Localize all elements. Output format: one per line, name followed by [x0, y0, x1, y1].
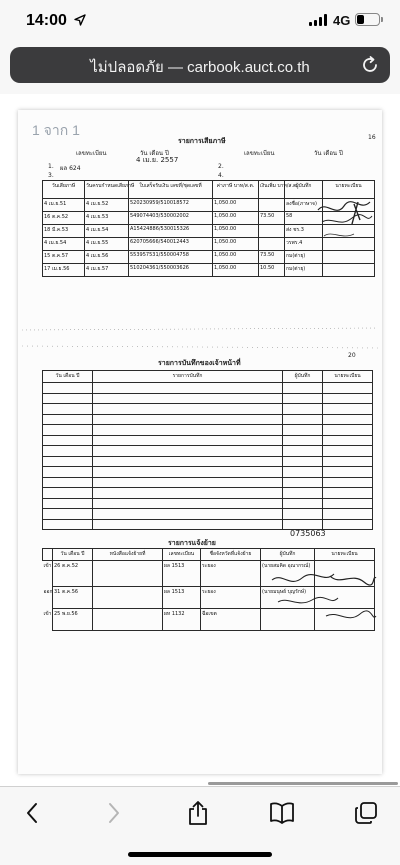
cell — [283, 414, 323, 425]
page-indicator: 1 จาก 1 — [32, 122, 80, 138]
cell — [323, 404, 373, 415]
cell — [43, 435, 93, 446]
cell: 10.50 — [259, 264, 285, 277]
transfer-row-label: ออก — [43, 588, 53, 595]
cell — [283, 425, 323, 436]
cell: (นายสมคิด อุณากรณ์) — [261, 561, 315, 587]
cell — [323, 488, 373, 499]
cell — [43, 446, 93, 457]
cell: 17 เม.ย.56 — [43, 264, 85, 277]
transfer-serial: 0735063 — [290, 529, 326, 538]
table-row — [43, 251, 375, 264]
tabs-button[interactable] — [346, 797, 386, 829]
cell — [323, 425, 373, 436]
tax-line1-no: 1. — [48, 163, 54, 170]
tax-left-reg-label: เลขทะเบียน — [76, 150, 107, 157]
chevron-right-icon[interactable] — [107, 802, 121, 824]
cell — [315, 609, 375, 631]
cell — [93, 414, 283, 425]
table-row — [43, 587, 375, 609]
cell — [283, 477, 323, 488]
forward-button[interactable] — [94, 797, 134, 829]
cell — [323, 238, 375, 251]
address-bar[interactable] — [10, 47, 390, 83]
url-text[interactable]: ไม่ปลอดภัย — carbook.auct.co.th — [90, 59, 310, 76]
cell — [93, 609, 163, 631]
table-row — [43, 264, 375, 277]
cell — [323, 446, 373, 457]
cell: ระยอง — [201, 561, 261, 587]
cell: 73.50 — [259, 251, 285, 264]
cell: 510204361/550003626 — [129, 264, 213, 277]
cell: 73.50 — [259, 212, 285, 225]
table-row — [43, 561, 375, 587]
cell: ผล 1513 — [163, 561, 201, 587]
transfer-col-notice: หนังสือแจ้งย้ายที่ — [93, 549, 163, 561]
cell — [43, 414, 93, 425]
cell — [323, 225, 375, 238]
tax-date-label: วัน เดือน ปี — [140, 150, 169, 157]
cell: 1,050.00 — [213, 264, 259, 277]
cell — [323, 456, 373, 467]
cell — [93, 587, 163, 609]
chevron-left-icon[interactable] — [25, 802, 39, 824]
cell: 1,050.00 — [213, 212, 259, 225]
cell: 26 ต.ค.52 — [53, 561, 93, 587]
table-row — [43, 435, 373, 446]
battery-icon — [355, 13, 380, 26]
reload-icon[interactable] — [360, 55, 380, 75]
cell — [323, 467, 373, 478]
cell: ผล 1513 — [163, 587, 201, 609]
table-row — [43, 446, 373, 457]
cell — [323, 498, 373, 509]
network-type: 4G — [333, 13, 351, 28]
cell — [43, 509, 93, 520]
cell — [323, 212, 375, 225]
tax-col-due-date: วันครบกำหนดเสียภาษี — [85, 181, 129, 199]
cell — [93, 383, 283, 394]
tax-section-title: รายการเสียภาษี — [178, 137, 226, 145]
tax-col-registrar: นายทะเบียน — [323, 181, 375, 199]
cell — [315, 561, 375, 587]
cell: 4 เม.ย.54 — [43, 238, 85, 251]
cell — [323, 477, 373, 488]
table-row — [43, 609, 375, 631]
tax-line4-no: 4. — [218, 172, 224, 179]
tax-col-recorder: ผู้บันทึก — [285, 181, 323, 199]
cell: 16 ต.ค.52 — [43, 212, 85, 225]
cell — [93, 561, 163, 587]
cell — [283, 519, 323, 530]
tax-right-date-label: วัน เดือน ปี — [314, 150, 343, 157]
cell: กม(ต่ายุ) — [285, 264, 323, 277]
transfer-row-label: เข้า — [43, 563, 52, 569]
cell — [93, 509, 283, 520]
transfer-col-registrar: นายทะเบียน — [315, 549, 375, 561]
cell — [93, 488, 283, 499]
bottom-toolbar — [0, 786, 400, 865]
cell — [43, 519, 93, 530]
share-button[interactable] — [178, 797, 218, 829]
cell — [323, 251, 375, 264]
cell — [43, 498, 93, 509]
share-icon[interactable] — [187, 800, 209, 826]
book-icon[interactable] — [269, 802, 295, 824]
horizontal-scrollbar[interactable] — [208, 782, 398, 785]
cell — [283, 488, 323, 499]
cell: A15424886/530015326 — [129, 225, 213, 238]
signal-icon — [309, 14, 329, 26]
home-indicator — [128, 852, 272, 857]
officer-col-recorder: ผู้บันทึก — [283, 371, 323, 383]
table-row — [43, 212, 375, 225]
table-row — [43, 225, 375, 238]
cell: 4 เม.ย.54 — [85, 225, 129, 238]
cell — [323, 199, 375, 212]
cell — [323, 509, 373, 520]
cell — [283, 393, 323, 404]
officer-col-entry: รายการบันทึก — [93, 371, 283, 383]
cell — [283, 467, 323, 478]
cell: กม(ต่ายุ) — [285, 251, 323, 264]
table-row — [43, 383, 373, 394]
cell — [93, 393, 283, 404]
table-row — [43, 199, 375, 212]
cell: 1,050.00 — [213, 238, 259, 251]
cell: 1,050.00 — [213, 251, 259, 264]
cell — [93, 435, 283, 446]
table-row — [43, 425, 373, 436]
cell — [283, 498, 323, 509]
cell: ผห 1132 — [163, 609, 201, 631]
tax-col-tax: ค่าภาษี บาท/ส.ต. — [213, 181, 259, 199]
cell — [283, 383, 323, 394]
cell — [283, 456, 323, 467]
cell — [43, 393, 93, 404]
cell: 549074403/530002002 — [129, 212, 213, 225]
transfer-table — [42, 548, 375, 631]
back-button[interactable] — [12, 797, 52, 829]
cell — [93, 519, 283, 530]
cell — [93, 498, 283, 509]
cell — [93, 456, 283, 467]
transfer-col-reg: เลขทะเบียน — [163, 549, 201, 561]
tax-col-receipt: ใบเสร็จรับเงิน เลขที่/ชุดเลขที่ — [129, 181, 213, 199]
status-bar — [0, 0, 400, 44]
cell: (นายมนุษย์ บุญรักษ์) — [261, 587, 315, 609]
table-row — [43, 238, 375, 251]
scan-noise — [22, 324, 378, 354]
cell — [93, 404, 283, 415]
tax-line2-no: 2. — [218, 163, 224, 170]
scanned-document — [18, 110, 382, 774]
cell: ระยอง — [201, 587, 261, 609]
transfer-col-date: วัน เดือน ปี — [53, 549, 93, 561]
cell: 4 เม.ย.55 — [85, 238, 129, 251]
cell: ส่ง ชร.3 — [285, 225, 323, 238]
tabs-icon[interactable] — [354, 801, 378, 825]
page-viewport[interactable] — [0, 94, 400, 786]
cell: 553957531/550004758 — [129, 251, 213, 264]
cell — [43, 456, 93, 467]
cell: 4 เม.ย.52 — [85, 199, 129, 212]
cell — [323, 414, 373, 425]
cell — [93, 477, 283, 488]
cell: 1,050.00 — [213, 199, 259, 212]
cell — [323, 519, 373, 530]
transfer-section-title: รายการแจ้งย้าย — [168, 539, 216, 547]
cell: 1,050.00 — [213, 225, 259, 238]
cell — [259, 199, 285, 212]
tax-line1-value: ผล 624 — [60, 165, 81, 172]
cell: 58 — [285, 212, 323, 225]
cell — [43, 488, 93, 499]
cell — [93, 467, 283, 478]
bookmarks-button[interactable] — [262, 797, 302, 829]
table-row — [43, 456, 373, 467]
cell — [43, 383, 93, 394]
transfer-col-province: ชื่อจังหวัดที่แจ้งย้าย — [201, 549, 261, 561]
table-row — [43, 509, 373, 520]
cell — [323, 264, 375, 277]
transfer-col-recorder: ผู้บันทึก — [261, 549, 315, 561]
cell — [283, 509, 323, 520]
cell — [283, 404, 323, 415]
cell: 25 พ.ย.56 — [53, 609, 93, 631]
tax-date-value: 4 เม.ย. 2557 — [136, 156, 179, 164]
table-row — [43, 404, 373, 415]
cell — [283, 435, 323, 446]
officer-table — [42, 370, 373, 530]
cell: 4 เม.ย.53 — [85, 212, 129, 225]
table-row — [43, 488, 373, 499]
location-arrow-icon — [74, 14, 86, 26]
tax-line3-no: 3. — [48, 172, 54, 179]
transfer-row-label: เข้า — [43, 610, 52, 617]
cell: 4 เม.ย.56 — [85, 251, 129, 264]
tax-right-reg-label: เลขทะเบียน — [244, 150, 275, 157]
cell: 620705666/540012443 — [129, 238, 213, 251]
cell — [43, 404, 93, 415]
table-row — [43, 467, 373, 478]
tax-col-surcharge: เงินเพิ่ม บาท/ส.ต. — [259, 181, 285, 199]
officer-page-number: 20 — [348, 352, 356, 359]
cell — [93, 425, 283, 436]
cell: วรพร.4 — [285, 238, 323, 251]
cell — [43, 467, 93, 478]
officer-section-title: รายการบันทึกของเจ้าหน้าที่ — [158, 359, 241, 367]
cell — [315, 587, 375, 609]
cell: ฉือเขต — [201, 609, 261, 631]
cell: 4 เม.ย.51 — [43, 199, 85, 212]
table-row — [43, 519, 373, 530]
table-row — [43, 393, 373, 404]
cell — [283, 446, 323, 457]
table-row — [43, 498, 373, 509]
cell — [259, 238, 285, 251]
cell — [261, 609, 315, 631]
officer-col-date: วัน เดือน ปี — [43, 371, 93, 383]
table-row — [43, 414, 373, 425]
tax-page-number: 16 — [368, 134, 376, 141]
cell: 4 เม.ย.57 — [85, 264, 129, 277]
cell — [323, 393, 373, 404]
tax-table — [42, 180, 375, 277]
officer-col-registrar: นายทะเบียน — [323, 371, 373, 383]
cell: ลงชื่อ(ภาษาจ) — [285, 199, 323, 212]
cell: 520230959/510018572 — [129, 199, 213, 212]
cell — [323, 383, 373, 394]
cell — [93, 446, 283, 457]
browser-chrome — [0, 44, 400, 94]
cell: 18 มี.ค.53 — [43, 225, 85, 238]
cell: 31 ต.ค.56 — [53, 587, 93, 609]
cell — [323, 435, 373, 446]
table-row — [43, 477, 373, 488]
tax-col-paid-date: วันเสียภาษี — [43, 181, 85, 199]
cell: 15 ต.ค.57 — [43, 251, 85, 264]
cell — [259, 225, 285, 238]
cell — [43, 425, 93, 436]
status-time: 14:00 — [26, 12, 67, 29]
cell — [43, 477, 93, 488]
